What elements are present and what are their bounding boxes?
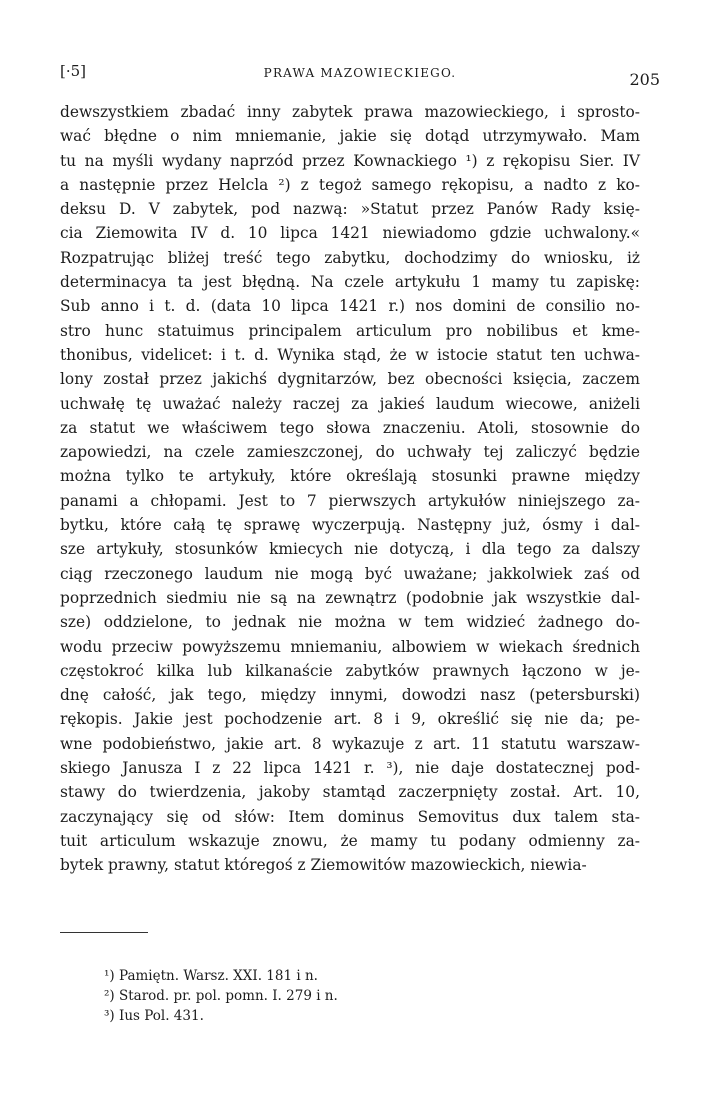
text-line: determinacya ta jest błędną. Na czele artykułu 1 mamy tu zapiskę: — [60, 273, 640, 292]
running-header — [60, 60, 660, 89]
footnote-mark: ¹) — [104, 968, 115, 984]
text-line: zapowiedzi, na czele zamieszczonej, do uchwały tej zaliczyć będzie — [60, 443, 640, 462]
text-line: tu na myśli wydany naprzód przez Kownackiego ¹) z rękopisu Sier. IV — [60, 151, 640, 170]
text-line: Rozpatrując bliżej treść tego zabytku, dochodzimy do wniosku, iż — [60, 248, 640, 267]
signature-mark: [·5] — [60, 62, 87, 80]
text-line: zaczynający się od słów: Item dominus Semovitus dux talem sta- — [60, 807, 640, 826]
footnote-text: Pamiętn. Warsz. XXI. 181 i n. — [118, 968, 318, 984]
running-title: PRAWA MAZOWIECKIEGO. — [263, 66, 457, 80]
text-line: bytku, które całą tę sprawę wyczerpują. Następny już, ósmy i dal- — [60, 516, 640, 535]
text-line: sze) oddzielone, to jednak nie można w tem widzieć żadnego do- — [60, 613, 640, 632]
text-line: wodu przeciw powyższemu mniemaniu, albowiem w wiekach średnich — [60, 637, 640, 656]
footnote-mark: ²) — [104, 988, 115, 1004]
text-line: uchwałę tę uważać należy raczej za jakieś laudum wiecowe, aniżeli — [60, 394, 640, 413]
text-line: rękopis. Jakie jest pochodzenie art. 8 i 9, określić się nie da; pe- — [60, 710, 640, 729]
body-text — [60, 100, 640, 878]
text-line: można tylko te artykuły, które określają stosunki prawne między — [60, 467, 640, 486]
text-line: poprzednich siedmiu nie są na zewnątrz (podobnie jak wszystkie dal- — [60, 588, 640, 607]
text-line: dnę całość, jak tego, między innymi, dowodzi nasz (petersburski) — [60, 686, 640, 705]
text-line: stawy do twierdzenia, jakoby stamtąd zaczerpnięty został. Art. 10, — [60, 783, 640, 802]
footnote — [104, 1006, 624, 1026]
text-line: stro hunc statuimus principalem articulum pro nobilibus et kme- — [60, 321, 640, 340]
text-line: cia Ziemowita IV d. 10 lipca 1421 niewiadomo gdzie uchwalony.« — [60, 224, 640, 243]
footnote — [104, 986, 624, 1006]
footnote-text: Starod. pr. pol. pomn. I. 279 i n. — [118, 988, 338, 1004]
text-line: wać błędne o nim mniemanie, jakie się dotąd utrzymywało. Mam — [60, 127, 640, 146]
text-line: tuit articulum wskazuje znowu, że mamy tu podany odmienny za- — [60, 831, 640, 850]
text-line: ciąg rzeczonego laudum nie mogą być uważane; jakkolwiek zaś od — [60, 564, 640, 583]
text-line: panami a chłopami. Jest to 7 pierwszych artykułów niniejszego za- — [60, 491, 640, 510]
text-line: lony został przez jakichś dygnitarzów, bez obecności księcia, zaczem — [60, 370, 640, 389]
text-line: deksu D. V zabytek, pod nazwą: »Statut przez Panów Rady księ- — [60, 200, 640, 219]
text-line: za statut we właściwem tego słowa znaczeniu. Atoli, stosownie do — [60, 418, 640, 437]
text-line: bytek prawny, statut któregoś z Ziemowitów mazowieckich, niewia- — [60, 856, 587, 875]
footnote-text: Ius Pol. 431. — [118, 1008, 204, 1024]
text-line: Sub anno i t. d. (data 10 lipca 1421 r.) nos domini de consilio no- — [60, 297, 640, 316]
text-line: wne podobieństwo, jakie art. 8 wykazuje z art. 11 statutu warszaw- — [60, 734, 640, 753]
text-line: a następnie przez Helcla ²) z tegoż samego rękopisu, a nadto z ko- — [60, 175, 640, 194]
text-line: thonibus, videlicet: i t. d. Wynika stąd, że w istocie statut ten uchwa- — [60, 345, 640, 364]
text-line: częstokroć kilka lub kilkanaście zabytków prawnych łączono w je- — [60, 661, 640, 680]
page-number: 205 — [629, 70, 660, 89]
text-line: sze artykuły, stosunków kmiecych nie dotyczą, i dla tego za dalszy — [60, 540, 640, 559]
text-line: skiego Janusza I z 22 lipca 1421 r. ³), nie daje dostatecznej pod- — [60, 759, 640, 778]
footnotes — [104, 966, 624, 1026]
text-line: dewszystkiem zbadać inny zabytek prawa mazowieckiego, i sprosto- — [60, 103, 640, 121]
footnote-rule — [60, 932, 148, 933]
footnote-mark: ³) — [104, 1008, 115, 1024]
footnote — [104, 966, 624, 986]
